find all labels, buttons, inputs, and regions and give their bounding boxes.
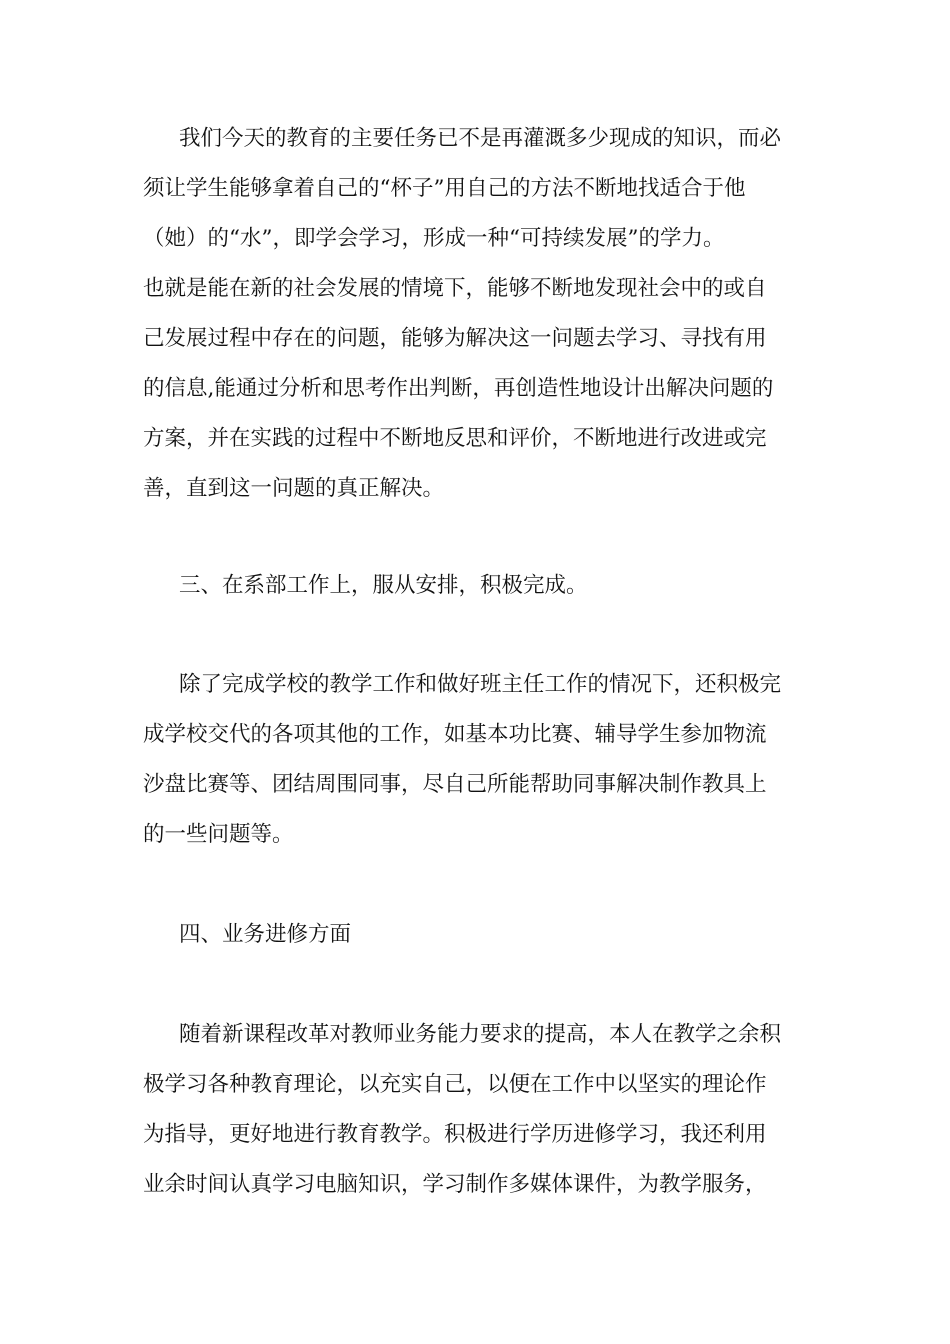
section-heading-department-work: 三、在系部工作上，服从安排，积极完成。	[179, 573, 588, 598]
paragraph-education-tasks	[143, 114, 813, 514]
paragraph-line: 沙盘比赛等、团结周围同事，尽自己所能帮助同事解决制作教具上	[143, 772, 767, 797]
paragraph-line: （她）的“水”，即学会学习，形成一种“可持续发展”的学力。	[143, 226, 725, 251]
paragraph-line: 随着新课程改革对教师业务能力要求的提高，本人在教学之余积	[179, 1022, 782, 1047]
paragraph-line: 我们今天的教育的主要任务已不是再灌溉多少现成的知识，而必	[179, 126, 782, 151]
paragraph-line: 除了完成学校的教学工作和做好班主任工作的情况下，还积极完	[179, 672, 782, 697]
paragraph-other-work	[143, 660, 813, 860]
section-heading-professional-study: 四、业务进修方面	[179, 922, 352, 947]
paragraph-line: 极学习各种教育理论，以充实自己，以便在工作中以坚实的理论作	[143, 1072, 767, 1097]
paragraph-line: 方案，并在实践的过程中不断地反思和评价，不断地进行改进或完	[143, 426, 767, 451]
paragraph-line: 也就是能在新的社会发展的情境下，能够不断地发现社会中的或自	[143, 276, 767, 301]
paragraph-line: 的信息,能通过分析和思考作出判断，再创造性地设计出解决问题的	[143, 376, 774, 401]
paragraph-professional-study	[143, 1010, 813, 1210]
paragraph-line: 善，直到这一问题的真正解决。	[143, 476, 445, 501]
paragraph-line: 为指导，更好地进行教育教学。积极进行学历进修学习，我还利用	[143, 1122, 767, 1147]
paragraph-line: 成学校交代的各项其他的工作，如基本功比赛、辅导学生参加物流	[143, 722, 767, 747]
paragraph-line: 业余时间认真学习电脑知识，学习制作多媒体课件，为教学服务，	[143, 1172, 767, 1197]
paragraph-line: 的一些问题等。	[143, 822, 294, 847]
paragraph-line: 须让学生能够拿着自己的“杯子”用自己的方法不断地找适合于他	[143, 176, 746, 201]
paragraph-line: 己发展过程中存在的问题，能够为解决这一问题去学习、寻找有用	[143, 326, 767, 351]
